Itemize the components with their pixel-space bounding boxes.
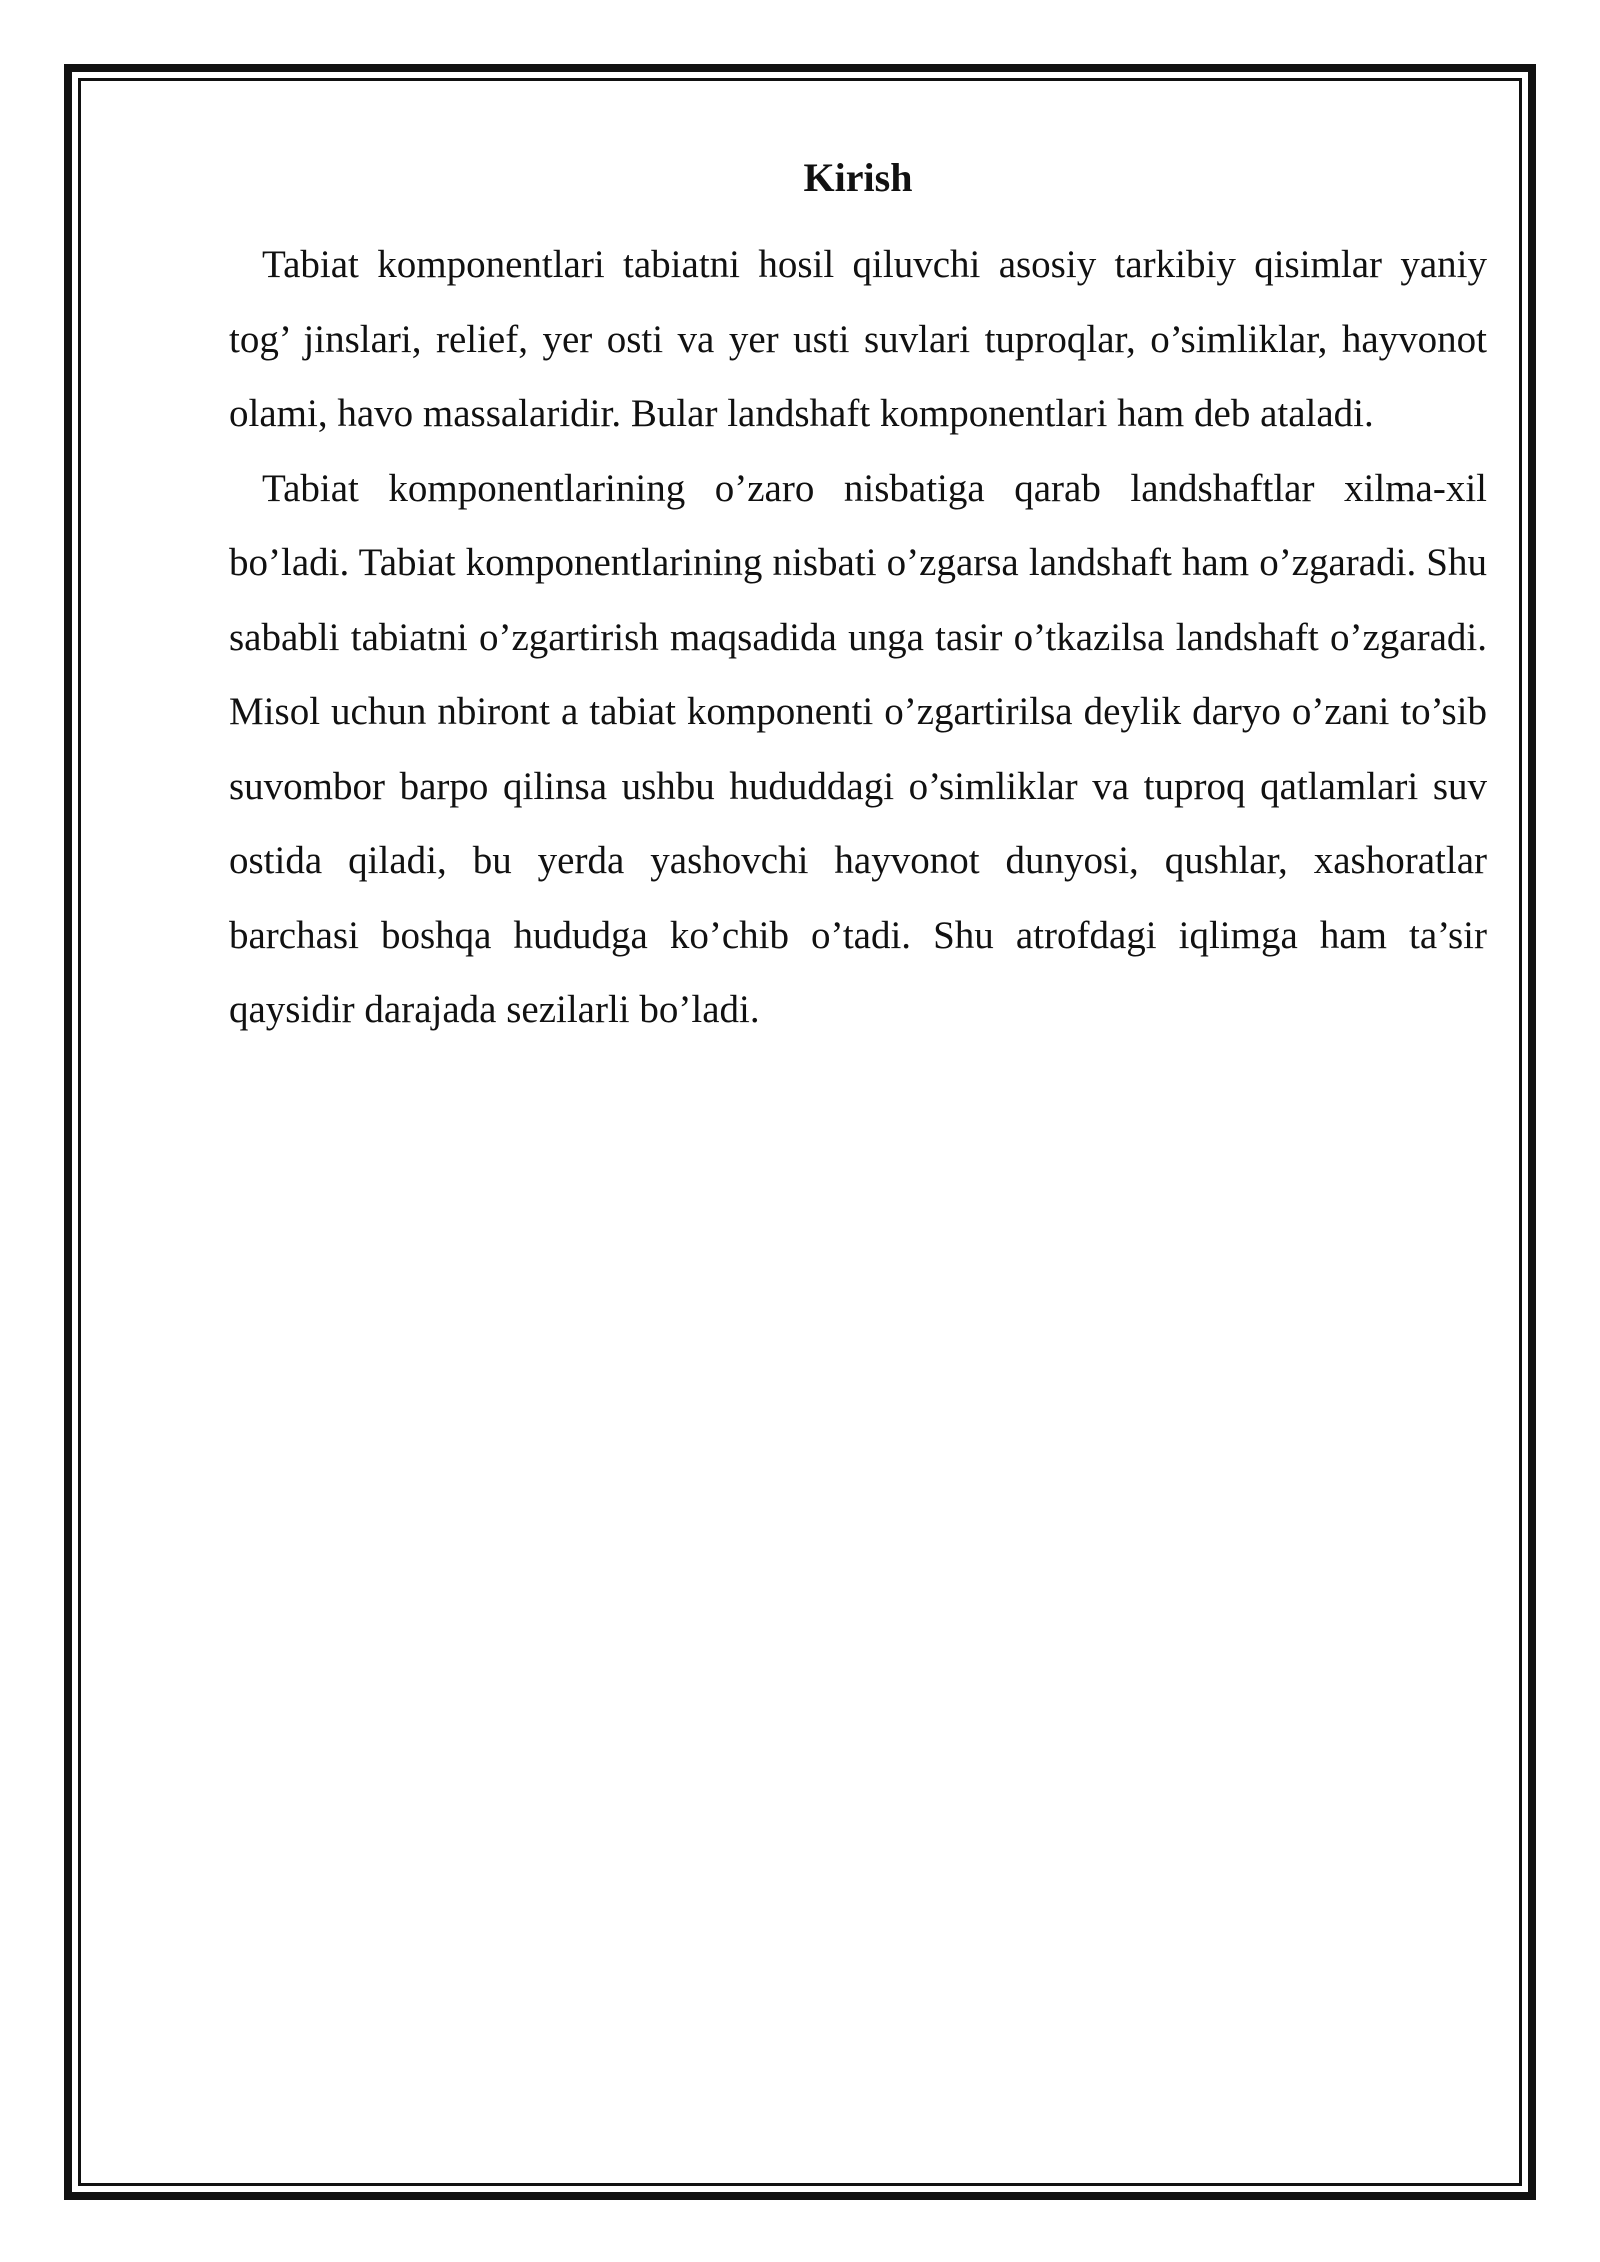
page-title: Kirish: [803, 155, 913, 200]
document-body: [229, 148, 1487, 1048]
paragraph-2: Tabiat komponentlarining o’zaro nisbatiga qarab landshaftlar xilma-xil bo’ladi. Tabiat komponentlarining nisbati o’zgarsa landshaft ham o’zgaradi. Shu sababli tabiatni o’zgartirish maqsadida unga tasir o’tkazilsa landshaft o’zgaradi. Misol uchun nbiront a tabiat komponenti o’zgartirilsa deylik daryo o’zani to’sib suvombor barpo qilinsa ushbu hududdagi o’simliklar va tuproq qatlamlari suv ostida qiladi, bu yerda yashovchi hayvonot dunyosi, qushlar, xashoratlar barchasi boshqa hududga ko’chib o’tadi. Shu atrofdagi iqlimga ham ta’sir qaysidir darajada sezilarli bo’ladi.: [229, 466, 1487, 1031]
paragraph-1: Tabiat komponentlari tabiatni hosil qiluvchi asosiy tarkibiy qisimlar yaniy tog’ jinslari, relief, yer osti va yer usti suvlari tuproqlar, o’simliklar, hayvonot olami, havo massalaridir. Bular landshaft komponentlari ham deb ataladi.: [229, 243, 1487, 435]
